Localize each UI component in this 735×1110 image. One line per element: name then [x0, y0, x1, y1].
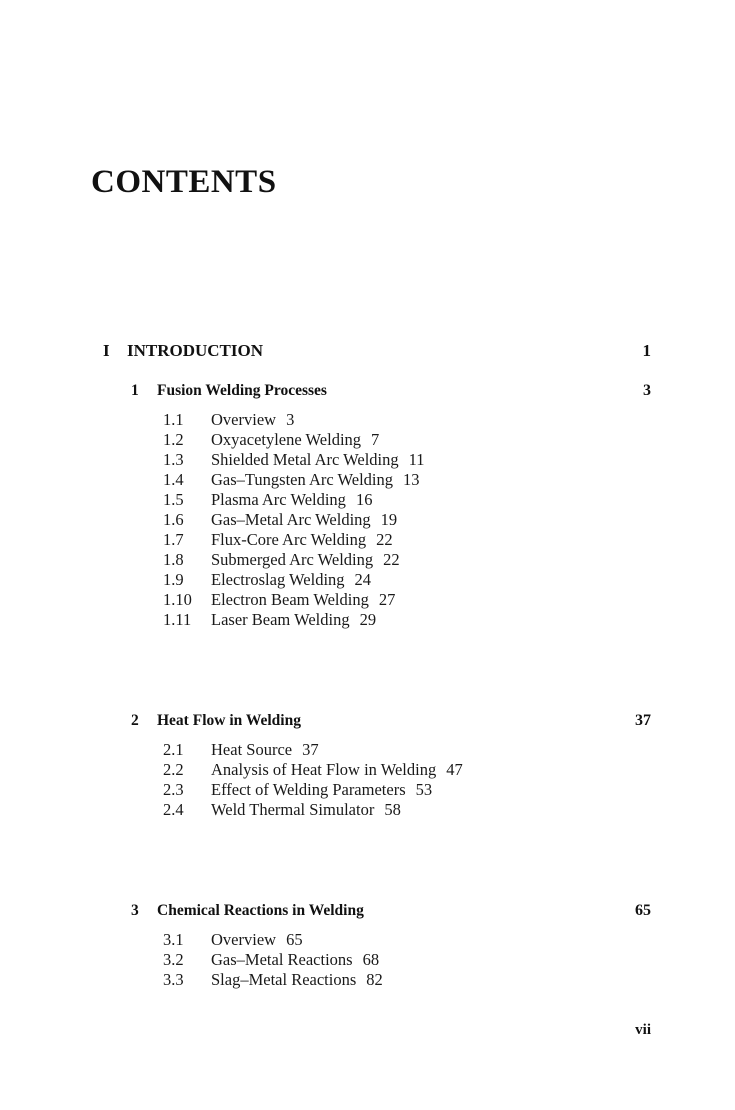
chapter-2 — [131, 711, 651, 820]
section-title: Electroslag Welding — [211, 570, 345, 589]
section-title: Overview — [211, 410, 277, 429]
page-title: CONTENTS — [91, 164, 277, 200]
section-title: Oxyacetylene Welding — [211, 430, 362, 449]
section-page-number: 82 — [366, 970, 383, 989]
section-title: Electron Beam Welding — [211, 590, 369, 609]
section-entry[interactable] — [163, 430, 651, 450]
section-number: 1.10 — [163, 590, 192, 609]
section-entry[interactable] — [163, 530, 651, 550]
section-entry[interactable] — [163, 970, 651, 990]
section-number: 1.11 — [163, 610, 192, 629]
section-list — [131, 930, 651, 990]
section-entry[interactable] — [163, 950, 651, 970]
section-title: Plasma Arc Welding — [211, 490, 346, 509]
page-folio: vii — [635, 1022, 651, 1038]
section-entry[interactable] — [163, 800, 651, 820]
section-title: Gas–Metal Reactions — [211, 950, 353, 969]
chapter-page-number: 3 — [643, 382, 651, 399]
chapter-number: 3 — [131, 902, 139, 919]
section-title: Gas–Tungsten Arc Welding — [211, 470, 394, 489]
section-title: Submerged Arc Welding — [211, 550, 374, 569]
chapter-heading[interactable] — [131, 381, 651, 401]
section-list — [131, 740, 651, 820]
section-number: 2.1 — [163, 740, 184, 759]
chapter-heading[interactable] — [131, 901, 651, 921]
section-title: Laser Beam Welding — [211, 610, 350, 629]
section-title: Weld Thermal Simulator — [211, 800, 375, 819]
chapter-number: 2 — [131, 712, 139, 729]
section-title: Heat Source — [211, 740, 293, 759]
section-number: 1.3 — [163, 450, 184, 469]
section-number: 2.2 — [163, 760, 184, 779]
section-page-number: 13 — [403, 470, 420, 489]
section-page-number: 68 — [362, 950, 380, 969]
section-entry[interactable] — [163, 410, 651, 430]
section-entry[interactable] — [163, 780, 651, 800]
section-title: Slag–Metal Reactions — [211, 970, 357, 989]
section-number: 1.1 — [163, 410, 184, 429]
section-page-number: 37 — [302, 740, 319, 759]
section-entry[interactable] — [163, 570, 651, 590]
section-page-number: 47 — [446, 760, 463, 779]
section-page-number: 65 — [286, 930, 303, 949]
section-title: Shielded Metal Arc Welding — [211, 450, 399, 469]
section-title: Overview — [211, 930, 277, 949]
part-title: INTRODUCTION — [127, 341, 264, 360]
chapter-title: Fusion Welding Processes — [157, 382, 327, 399]
chapter-heading[interactable] — [131, 711, 651, 731]
section-page-number: 24 — [354, 570, 372, 589]
section-page-number: 27 — [378, 590, 396, 609]
section-title: Effect of Welding Parameters — [211, 780, 406, 799]
section-number: 1.7 — [163, 530, 184, 549]
section-title: Flux-Core Arc Welding — [211, 530, 367, 549]
section-page-number: 22 — [376, 530, 393, 549]
section-number: 1.8 — [163, 550, 184, 569]
chapter-3 — [131, 901, 651, 990]
section-number: 1.2 — [163, 430, 184, 449]
chapter-title: Chemical Reactions in Welding — [157, 902, 364, 919]
section-number: 1.6 — [163, 510, 184, 529]
section-entry[interactable] — [163, 760, 651, 780]
section-entry[interactable] — [163, 550, 651, 570]
section-entry[interactable] — [163, 590, 651, 610]
section-page-number: 53 — [415, 780, 433, 799]
section-title: Gas–Metal Arc Welding — [211, 510, 371, 529]
section-title: Analysis of Heat Flow in Welding — [211, 760, 437, 779]
chapter-1 — [131, 381, 651, 630]
chapter-number: 1 — [131, 382, 139, 399]
section-number: 2.4 — [163, 800, 184, 819]
section-page-number: 29 — [359, 610, 377, 629]
section-number: 3.3 — [163, 970, 184, 989]
section-entry[interactable] — [163, 470, 651, 490]
section-page-number: 16 — [355, 490, 373, 509]
part-entry[interactable] — [103, 341, 651, 361]
section-page-number: 3 — [286, 410, 295, 429]
section-list — [131, 410, 651, 630]
part-page-number: 1 — [642, 341, 651, 360]
section-number: 1.5 — [163, 490, 184, 509]
section-number: 3.1 — [163, 930, 184, 949]
section-entry[interactable] — [163, 930, 651, 950]
section-entry[interactable] — [163, 490, 651, 510]
section-entry[interactable] — [163, 450, 651, 470]
section-page-number: 11 — [408, 450, 425, 469]
section-page-number: 7 — [371, 430, 380, 449]
section-page-number: 22 — [383, 550, 400, 569]
section-number: 1.4 — [163, 470, 184, 489]
section-number: 2.3 — [163, 780, 184, 799]
section-number: 1.9 — [163, 570, 184, 589]
section-entry[interactable] — [163, 740, 651, 760]
chapter-page-number: 65 — [635, 902, 651, 919]
section-entry[interactable] — [163, 610, 651, 630]
chapter-title: Heat Flow in Welding — [157, 712, 301, 729]
chapter-page-number: 37 — [635, 712, 651, 729]
section-entry[interactable] — [163, 510, 651, 530]
section-number: 3.2 — [163, 950, 184, 969]
section-page-number: 19 — [380, 510, 398, 529]
section-page-number: 58 — [384, 800, 401, 819]
part-number: I — [103, 341, 110, 360]
